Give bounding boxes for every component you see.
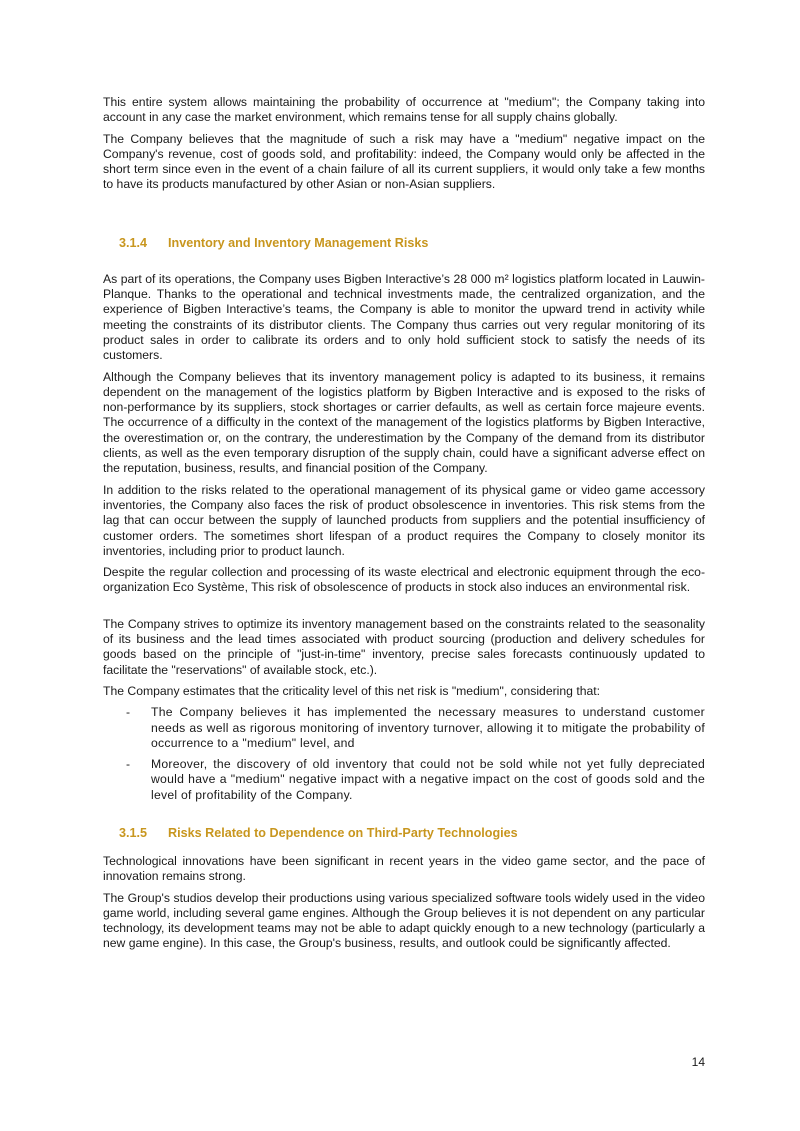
page-number: 14 [691, 1055, 705, 1069]
document-page [103, 95, 705, 958]
list-item [103, 705, 705, 751]
paragraph: This entire system allows maintaining the probability of occurrence at "medium"; the Company taking into account in any case the market environment, which remains tense for all supply chains globally. [103, 95, 705, 125]
list-item-text: Moreover, the discovery of old inventory that could not be sold while not yet fully depreciated would have a "medium" negative impact with a negative impact on the cost of goods sold and the level of profitability of the Company. [151, 757, 705, 802]
paragraph: The Company strives to optimize its inventory management based on the constraints related to the seasonality of its business and the lead times associated with product sourcing (production and delivery schedules for goods based on the principle of "just-in-time" inventory, precise sales forecasts continuously updated to facilitate the "reservations" of available stock, etc.). [103, 616, 705, 677]
section-number: 3.1.5 [119, 825, 148, 840]
section-number: 3.1.4 [119, 235, 148, 250]
paragraph: The Company estimates that the criticality level of this net risk is "medium", considering that: [103, 683, 601, 698]
paragraph: As part of its operations, the Company uses Bigben Interactive’s 28 000 m² logistics platform located in Lauwin-Planque. Thanks to the operational and technical investments made, the centralized organization, and the experience of Bigben Interactive’s teams, the Company is able to monitor the upward trend in activity while meeting the constraints of its distributor clients. The Company thus carries out very regular monitoring of its product sales in order to calibrate its orders and to only hold sufficient stock to satisfy the needs of its customers. [103, 271, 705, 363]
bullet-marker: - [126, 757, 131, 772]
section-heading-3-1-4 [103, 235, 705, 251]
paragraph: Despite the regular collection and processing of its waste electrical and electronic equipment through the eco-organization Eco Système, This risk of obsolescence of products in stock also induces an environmental risk. [103, 565, 705, 595]
paragraph: Technological innovations have been significant in recent years in the video game sector, and the pace of innovation remains strong. [103, 853, 705, 884]
list-item [103, 757, 705, 803]
paragraph: In addition to the risks related to the operational management of its physical game or video game accessory inventories, the Company also faces the risk of product obsolescence in inventories. This risk stems from the lag that can occur between the supply of launched products from suppliers and the potential insufficiency of customer orders. The sometimes short lifespan of a product requires the Company to closely monitor its inventories, including prior to product launch. [103, 482, 705, 558]
paragraph: The Company believes that the magnitude of such a risk may have a "medium" negative impact on the Company's revenue, cost of goods sold, and profitability: indeed, the Company would only be affected in the short term since even in the event of a chain failure of all its current suppliers, it would only take a few months to have its products manufactured by other Asian or non-Asian suppliers. [103, 131, 705, 192]
bullet-marker: - [126, 705, 131, 720]
section-heading-3-1-5 [103, 825, 705, 841]
list-item-text: The Company believes it has implemented the necessary measures to understand customer needs as well as rigorous monitoring of inventory turnover, allowing it to mitigate the probability of occurrence to a "medium" level, and [151, 705, 705, 750]
section-title: Risks Related to Dependence on Third-Party Technologies [168, 825, 518, 840]
section-title: Inventory and Inventory Management Risks [168, 235, 429, 250]
paragraph: Although the Company believes that its inventory management policy is adapted to its business, it remains dependent on the management of the logistics platform by Bigben Interactive and is exposed to the risks of non-performance by its suppliers, stock shortages or carrier defaults, as well as certain force majeure events. The occurrence of a difficulty in the context of the management of the logistics platforms by Bigben Interactive, the overestimation or, on the contrary, the underestimation by the Company of the demand from its distributor clients, as well as the even temporary disruption of the supply chain, could have a significant adverse effect on the reputation, business, results, and financial position of the Company. [103, 369, 705, 476]
paragraph: The Group's studios develop their productions using various specialized software tools widely used in the video game world, including several game engines. Although the Group believes it is not dependent on any particular technology, its development teams may not be able to adapt quickly enough to a new technology (particularly a new game engine). In this case, the Group's business, results, and outlook could be significantly affected. [103, 890, 705, 951]
bullet-list [103, 705, 705, 803]
